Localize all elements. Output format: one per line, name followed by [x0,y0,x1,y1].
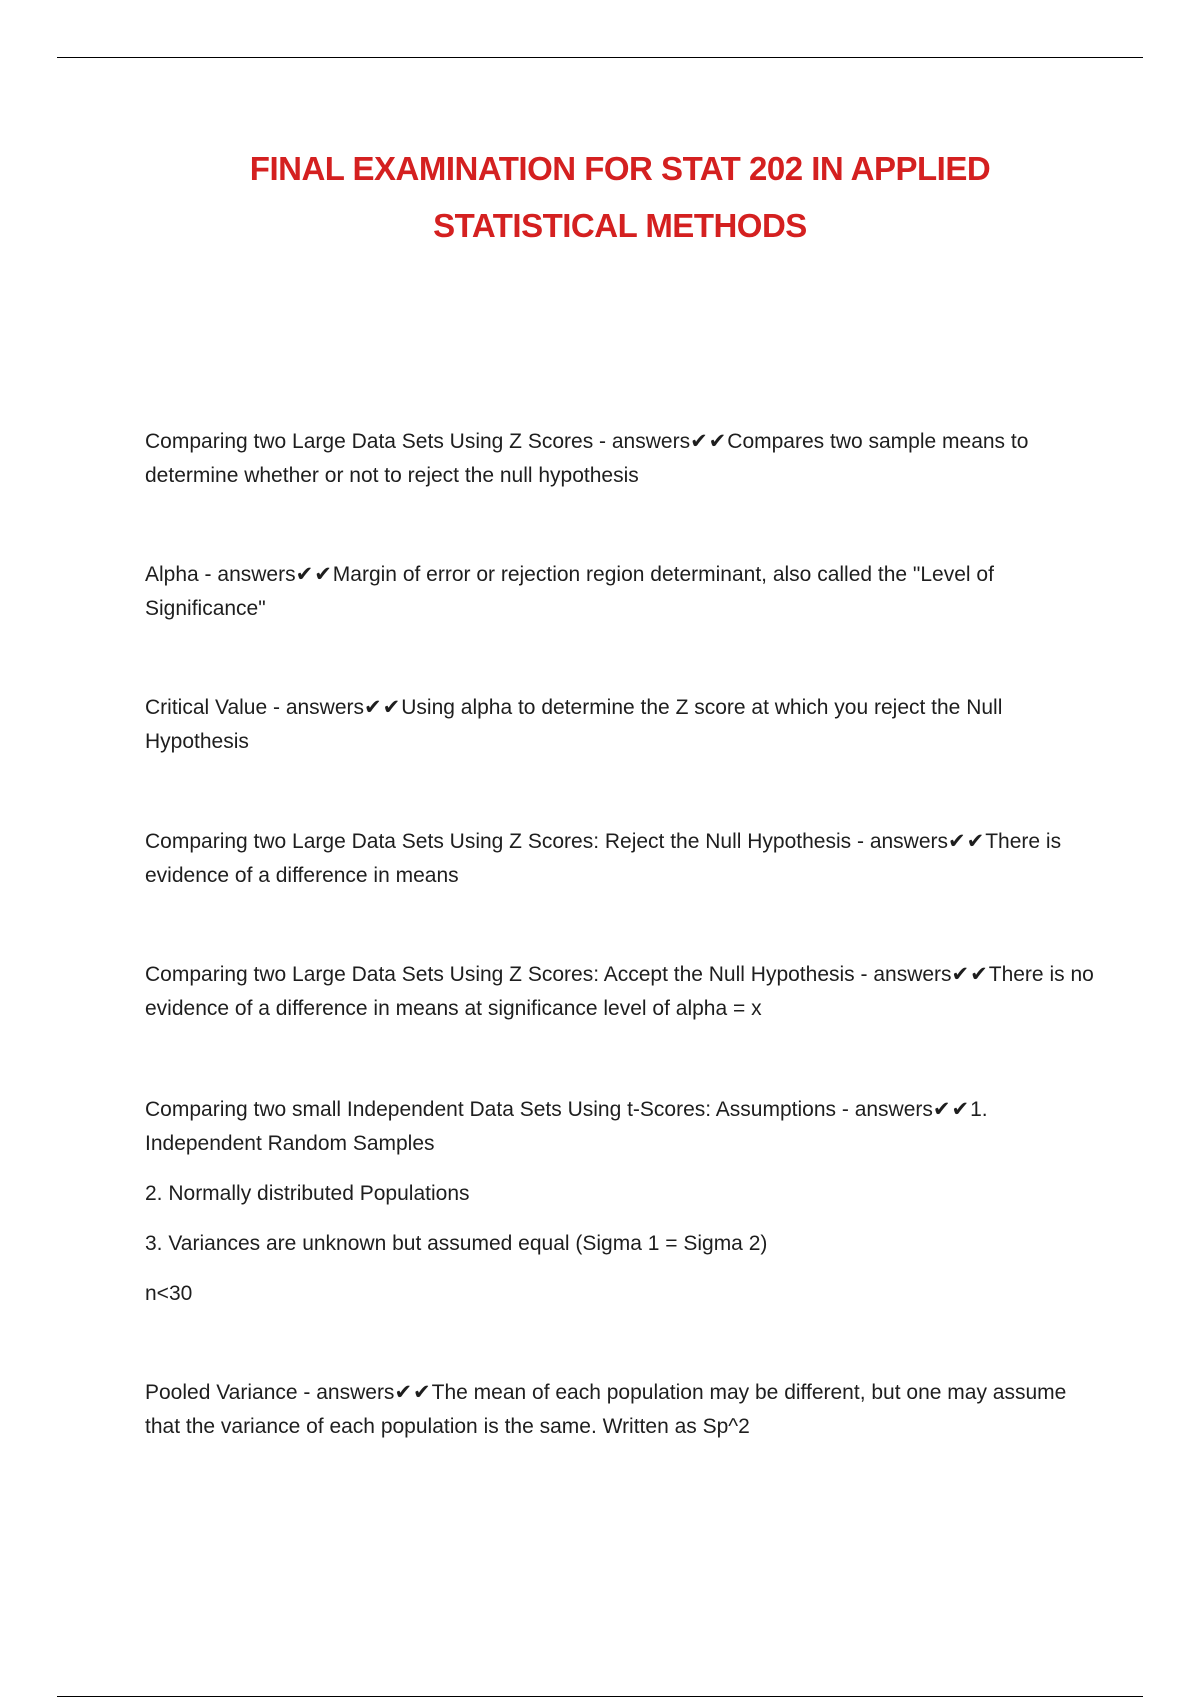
list-item: Comparing two Large Data Sets Using Z Scores: Accept the Null Hypothesis - answers✔✔There is no evidence of a difference in means at significance level of alpha = x [145,963,1094,1020]
entry-separator: answers [217,563,296,586]
entry-definition: The mean of each population may be different, but one may assume that the variance of each population is the same. Written as Sp^2 [145,1381,1067,1438]
entry-definition: Margin of error or rejection region determinant, also called the "Level of Significance" [145,563,994,620]
assumption-line: 2. Normally distributed Populations [145,1182,470,1205]
list-item: Pooled Variance - answers✔✔The mean of each population may be different, but one may assume that the variance of each population is the same. Written as Sp^2 [145,1381,1067,1438]
check-icon: ✔✔ [932,1098,971,1121]
entry-term: Comparing two Large Data Sets Using Z Scores [145,430,594,453]
list-item: Comparing two Large Data Sets Using Z Scores - answers✔✔Compares two sample means to determine whether or not to reject the null hypothesis [145,430,1029,487]
entry-separator: answers [854,1098,933,1121]
entry-definition: 1. Independent Random Samples [145,1098,988,1155]
entry-term: Comparing two Large Data Sets Using Z Scores: Reject the Null Hypothesis [145,830,852,853]
entry-definition: Compares two sample means to determine whether or not to reject the null hypothesis [145,430,1029,487]
assumption-line: 3. Variances are unknown but assumed equal (Sigma 1 = Sigma 2) [145,1232,768,1255]
entry-separator: answers [869,830,949,853]
list-item: Alpha - answers✔✔Margin of error or rejection region determinant, also called the "Level of Significance" [145,563,994,620]
entry-term: Pooled Variance [145,1381,298,1404]
assumption-line: n<30 [145,1282,193,1305]
document-title [160,140,1080,254]
entry-term: Critical Value [145,696,268,719]
check-icon: ✔✔ [394,1381,432,1404]
entry-term: Comparing two small Independent Data Sets Using t-Scores: Assumptions [145,1098,837,1121]
check-icon: ✔✔ [951,963,989,986]
entry-definition: Using alpha to determine the Z score at which you reject the Null Hypothesis [145,696,1003,753]
list-item: Comparing two small Independent Data Sets Using t-Scores: Assumptions - answers✔✔1. Independent Random Samples [145,1098,988,1155]
title-line-2: STATISTICAL METHODS [433,207,807,244]
list-item: Comparing two Large Data Sets Using Z Scores: Reject the Null Hypothesis - answers✔✔There is evidence of a difference in means [145,830,1062,887]
entry-definition: There is no evidence of a difference in means at significance level of alpha = x [145,963,1094,1020]
entry-separator: answers [285,696,365,719]
top-rule [57,57,1143,58]
check-icon: ✔✔ [364,696,402,719]
title-line-1: FINAL EXAMINATION FOR STAT 202 IN APPLIED [249,150,991,187]
list-item: Critical Value - answers✔✔Using alpha to determine the Z score at which you reject the Null Hypothesis [145,696,1003,753]
entry-term: Alpha [145,563,199,586]
entry-separator: answers [873,963,952,986]
bottom-rule [57,1696,1143,1697]
check-icon: ✔✔ [295,563,333,586]
entry-term: Comparing two Large Data Sets Using Z Scores: Accept the Null Hypothesis [145,963,855,986]
check-icon: ✔✔ [690,430,728,453]
check-icon: ✔✔ [948,830,986,853]
entry-separator: answers [316,1381,395,1404]
entry-definition: There is evidence of a difference in means [145,830,1062,887]
entry-separator: answers [611,430,691,453]
